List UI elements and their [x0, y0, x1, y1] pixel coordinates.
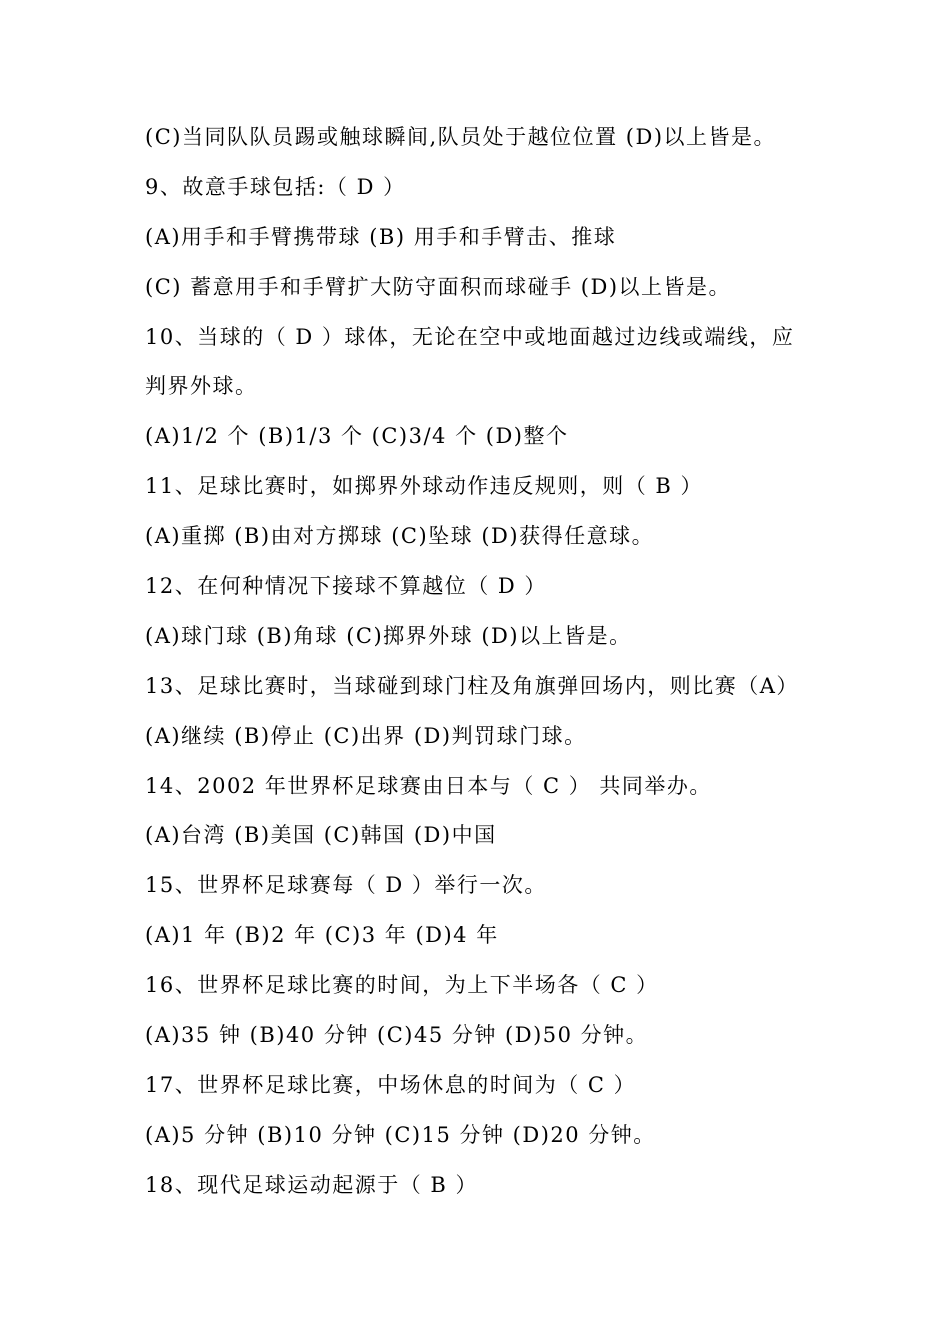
question-17: 17、世界杯足球比赛，中场休息的时间为（ C ） [145, 1072, 637, 1097]
question-list [145, 113, 865, 1211]
question-10-continued: 判界外球。 [145, 374, 258, 399]
options-line: (A)5 分钟 (B)10 分钟 (C)15 分钟 (D)20 分钟。 [145, 1122, 656, 1147]
question-12: 12、在何种情况下接球不算越位（ D ） [145, 574, 547, 599]
question-18: 18、现代足球运动起源于（ B ） [145, 1172, 479, 1197]
options-line: (A)继续 (B)停止 (C)出界 (D)判罚球门球。 [145, 723, 587, 748]
options-line: (C) 蓄意用手和手臂扩大防守面积而球碰手 (D)以上皆是。 [145, 274, 732, 299]
question-14: 14、2002 年世界杯足球赛由日本与（ C ） 共同举办。 [145, 773, 712, 798]
question-15: 15、世界杯足球赛每（ D ）举行一次。 [145, 873, 547, 898]
options-line: (A)重掷 (B)由对方掷球 (C)坠球 (D)获得任意球。 [145, 524, 655, 549]
options-line: (A)球门球 (B)角球 (C)掷界外球 (D)以上皆是。 [145, 623, 632, 648]
options-line: (A)用手和手臂携带球 (B) 用手和手臂击、推球 [145, 224, 617, 249]
question-10: 10、当球的（ D ）球体，无论在空中或地面越过边线或端线，应 [145, 324, 795, 349]
question-13: 13、足球比赛时，当球碰到球门柱及角旗弹回场内，则比赛（A） [145, 673, 799, 698]
question-16: 16、世界杯足球比赛的时间，为上下半场各（ C ） [145, 973, 659, 998]
options-line: (A)1 年 (B)2 年 (C)3 年 (D)4 年 [145, 923, 499, 948]
options-line: (A)35 钟 (B)40 分钟 (C)45 分钟 (D)50 分钟。 [145, 1023, 649, 1048]
text-line: (C)当同队队员踢或触球瞬间,队员处于越位位置 (D)以上皆是。 [145, 125, 777, 149]
options-line: (A)1/2 个 (B)1/3 个 (C)3/4 个 (D)整个 [145, 424, 569, 449]
options-line: (A)台湾 (B)美国 (C)韩国 (D)中国 [145, 823, 497, 848]
question-9: 9、故意手球包括:（ D ） [145, 174, 406, 199]
question-11: 11、足球比赛时，如掷界外球动作违反规则，则（ B ） [145, 474, 704, 499]
